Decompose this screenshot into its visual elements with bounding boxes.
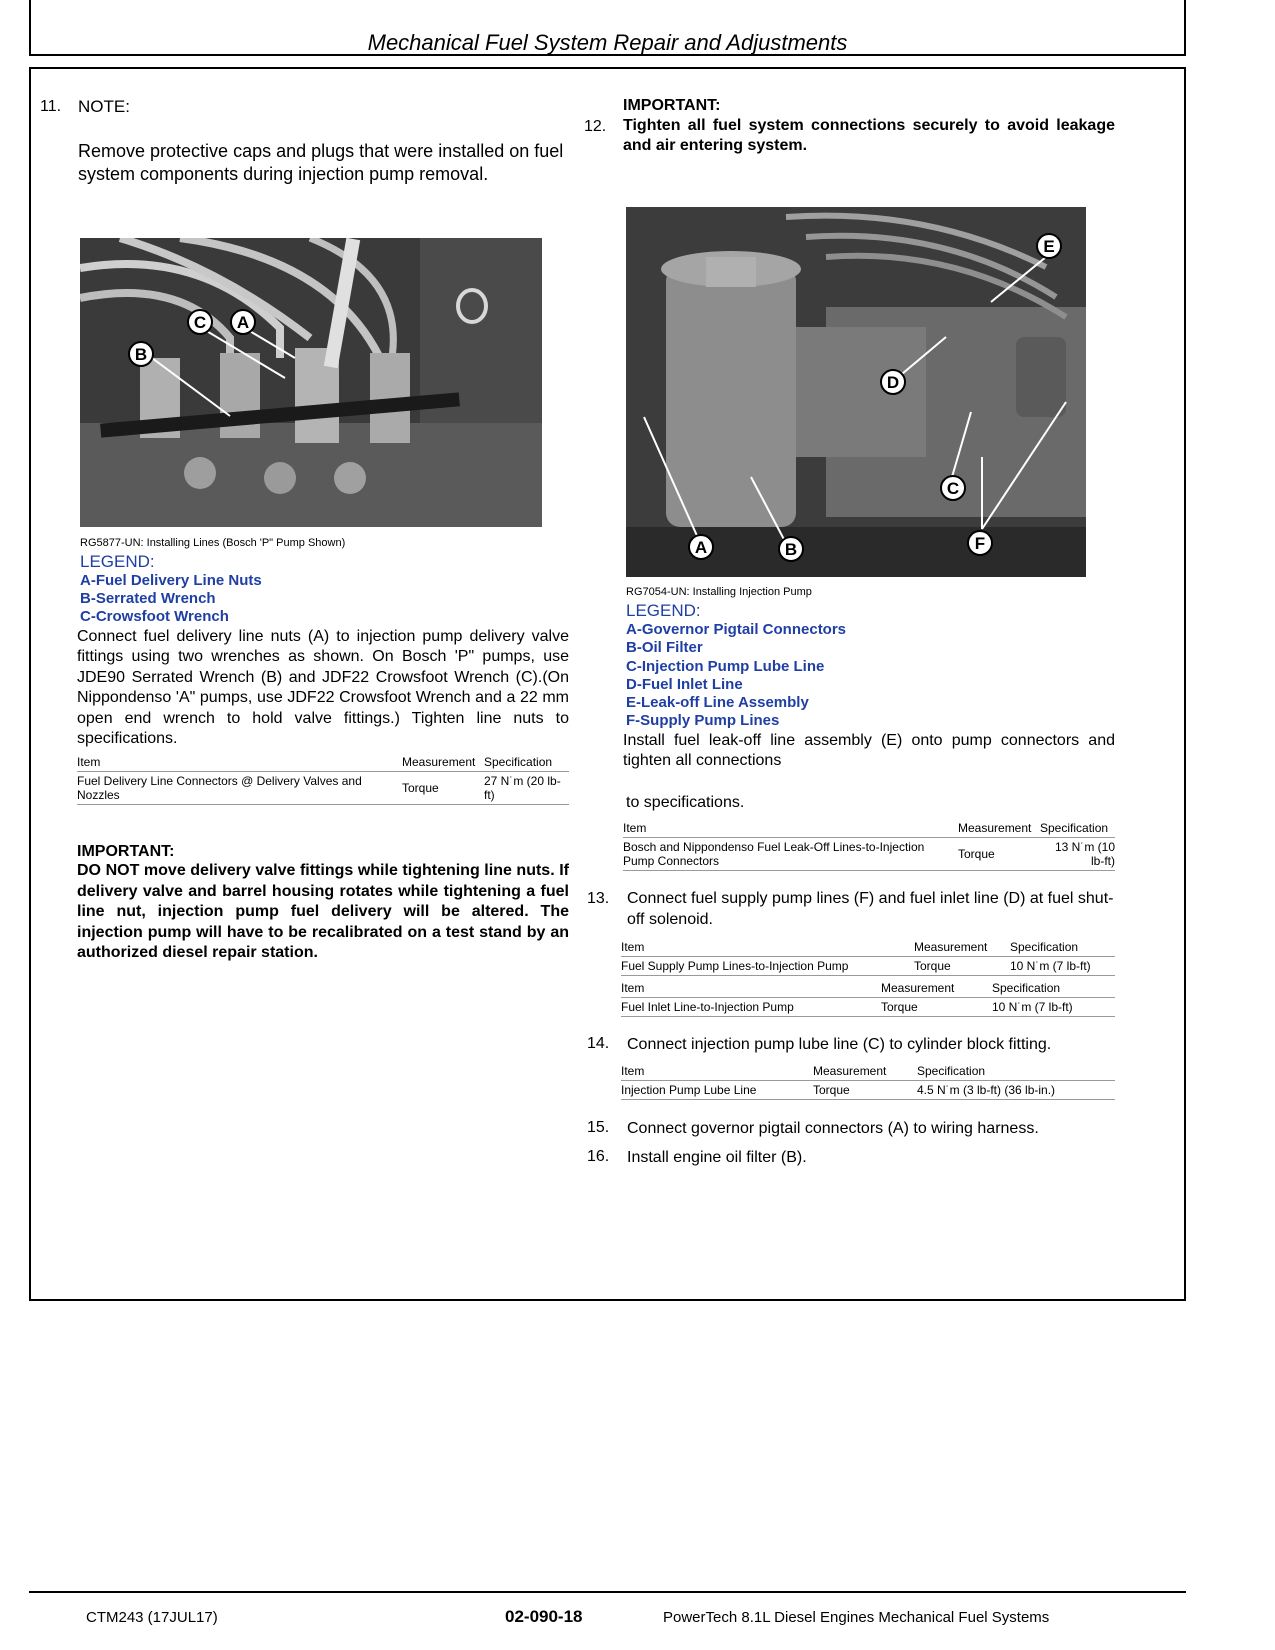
svg-text:B: B — [134, 345, 148, 364]
table-header-item: Item — [623, 821, 958, 838]
important-text-right: Tighten all fuel system connections securely to avoid leakage and air entering system. — [623, 117, 1115, 154]
note-text: Remove protective caps and plugs that were installed on fuel system components during injection pump removal. — [78, 141, 564, 184]
table-header-measurement: Measurement — [914, 940, 1010, 957]
table-cell-specification: 10 N˙m (7 lb-ft) — [992, 998, 1115, 1017]
callout-b — [129, 342, 153, 366]
step-13-number: 13. — [587, 890, 610, 907]
table-cell-specification: 10 N˙m (7 lb-ft) — [1010, 957, 1115, 976]
table-cell-measurement: Torque — [958, 838, 1040, 871]
instruction-right: Install fuel leak-off line assembly (E) onto pump connectors and tighten all connections — [623, 732, 1115, 770]
svg-text:F: F — [974, 534, 986, 553]
footer-page-number: 02-090-18 — [505, 1607, 583, 1626]
figure-caption-left: RG5877-UN: Installing Lines (Bosch 'P" Pump Shown) — [80, 537, 346, 549]
table-cell-item: Injection Pump Lube Line — [621, 1081, 813, 1100]
step-11-number: 11. — [40, 98, 62, 115]
step-13-text: Connect fuel supply pump lines (F) and fuel inlet line (D) at fuel shut-off solenoid. — [627, 890, 1114, 928]
table-header-measurement: Measurement — [881, 981, 992, 998]
table-header-item: Item — [621, 981, 881, 998]
svg-text:E: E — [1043, 237, 1055, 256]
figure-installing-lines — [80, 238, 542, 527]
important-text-left: DO NOT move delivery valve fittings while tightening line nuts. If delivery valve and barrel housing rotates while tightening a fuel line nut, injection pump fuel delivery will be altered. The injection pump will have to be recalibrated on a test stand by an authorized diesel repair station. — [77, 862, 569, 962]
table-cell-measurement: Torque — [813, 1081, 917, 1100]
figure-installing-lines-image — [80, 238, 542, 527]
table-header-specification: Specification — [484, 755, 569, 772]
footer-doc-id: CTM243 (17JUL17) — [86, 1609, 218, 1626]
svg-text:D: D — [886, 373, 900, 392]
note-label: NOTE: — [78, 97, 130, 116]
table-cell-specification: 27 N˙m (20 lb-ft) — [484, 772, 569, 805]
table-cell-specification: 4.5 N˙m (3 lb-ft) (36 lb-in.) — [917, 1081, 1115, 1100]
callout-d — [881, 370, 905, 394]
svg-text:B: B — [784, 540, 798, 559]
callout-b — [779, 537, 803, 561]
page-title: Mechanical Fuel System Repair and Adjustments — [367, 30, 848, 55]
step-14-text: Connect injection pump lube line (C) to cylinder block fitting. — [627, 1036, 1052, 1053]
table-cell-item: Bosch and Nippondenso Fuel Leak-Off Lines-to-Injection Pump Connectors — [623, 838, 958, 871]
spec-table-fuel-inlet — [621, 981, 1115, 1017]
footer-rule — [29, 1591, 1186, 1593]
legend-item-c: C-Crowsfoot Wrench — [80, 608, 229, 625]
step-16-text: Install engine oil filter (B). — [627, 1149, 807, 1166]
table-header-specification: Specification — [992, 981, 1115, 998]
important-label-left: IMPORTANT: — [77, 843, 175, 860]
figure-injection-pump-image — [626, 207, 1086, 577]
table-cell-item: Fuel Inlet Line-to-Injection Pump — [621, 998, 881, 1017]
legend-title-right: LEGEND: — [626, 601, 701, 620]
step-12-number: 12. — [584, 118, 607, 135]
legend-item-c: C-Injection Pump Lube Line — [626, 658, 825, 675]
spec-table-delivery-lines — [77, 755, 569, 805]
svg-text:C: C — [946, 479, 960, 498]
figure-injection-pump — [626, 207, 1086, 577]
table-header-specification: Specification — [1010, 940, 1115, 957]
callout-a — [689, 535, 713, 559]
step-15-text: Connect governor pigtail connectors (A) to wiring harness. — [627, 1120, 1039, 1137]
step-14-number: 14. — [587, 1035, 610, 1052]
legend-item-a: A-Governor Pigtail Connectors — [626, 621, 847, 638]
spec-table-leak-off — [623, 821, 1115, 871]
table-cell-measurement: Torque — [402, 772, 484, 805]
table-cell-specification: 13 N˙m (10 lb-ft) — [1040, 838, 1115, 871]
svg-text:C: C — [193, 313, 207, 332]
table-header-item: Item — [621, 1064, 813, 1081]
table-cell-measurement: Torque — [914, 957, 1010, 976]
instruction-left: Connect fuel delivery line nuts (A) to injection pump delivery valve fittings using two wrenches as shown. On Bosch 'P" pumps, use JDE90 Serrated Wrench (B) and JDF22 Crowsfoot Wrench (C).(On Nippondenso 'A" pumps, use JDF22 Crowsfoot Wrench and a 22 mm open end wrench to hold valve fittings.) Tighten line nuts to specifications. — [77, 628, 569, 748]
important-label-right: IMPORTANT: — [623, 97, 721, 114]
table-header-measurement: Measurement — [958, 821, 1040, 838]
legend-item-b: B-Serrated Wrench — [80, 590, 216, 607]
table-header-measurement: Measurement — [402, 755, 484, 772]
table-header-item: Item — [77, 755, 402, 772]
figure-caption-right: RG7054-UN: Installing Injection Pump — [626, 586, 812, 598]
callout-f — [968, 531, 992, 555]
callout-c — [188, 310, 212, 334]
legend-item-e: E-Leak-off Line Assembly — [626, 694, 809, 711]
spec-table-supply-pump — [621, 940, 1115, 976]
table-header-measurement: Measurement — [813, 1064, 917, 1081]
header-box — [29, 0, 1186, 56]
legend-item-f: F-Supply Pump Lines — [626, 712, 780, 729]
table-cell-item: Fuel Delivery Line Connectors @ Delivery Valves and Nozzles — [77, 772, 402, 805]
svg-text:A: A — [694, 538, 708, 557]
spec-table-lube-line — [621, 1064, 1115, 1100]
table-cell-measurement: Torque — [881, 998, 992, 1017]
legend-item-d: D-Fuel Inlet Line — [626, 676, 743, 693]
footer-title: PowerTech 8.1L Diesel Engines Mechanical Fuel Systems — [663, 1609, 1050, 1626]
legend-item-b: B-Oil Filter — [626, 639, 703, 656]
legend-item-a: A-Fuel Delivery Line Nuts — [80, 572, 262, 589]
callout-a — [231, 310, 255, 334]
table-header-specification: Specification — [917, 1064, 1115, 1081]
callout-e — [1037, 234, 1061, 258]
legend-title-left: LEGEND: — [80, 552, 155, 571]
step-16-number: 16. — [587, 1148, 610, 1165]
callout-c — [941, 476, 965, 500]
svg-text:A: A — [236, 313, 250, 332]
table-cell-item: Fuel Supply Pump Lines-to-Injection Pump — [621, 957, 914, 976]
table-header-specification: Specification — [1040, 821, 1115, 838]
table-header-item: Item — [621, 940, 914, 957]
instruction-right-cont: to specifications. — [626, 794, 745, 811]
step-15-number: 15. — [587, 1119, 610, 1136]
